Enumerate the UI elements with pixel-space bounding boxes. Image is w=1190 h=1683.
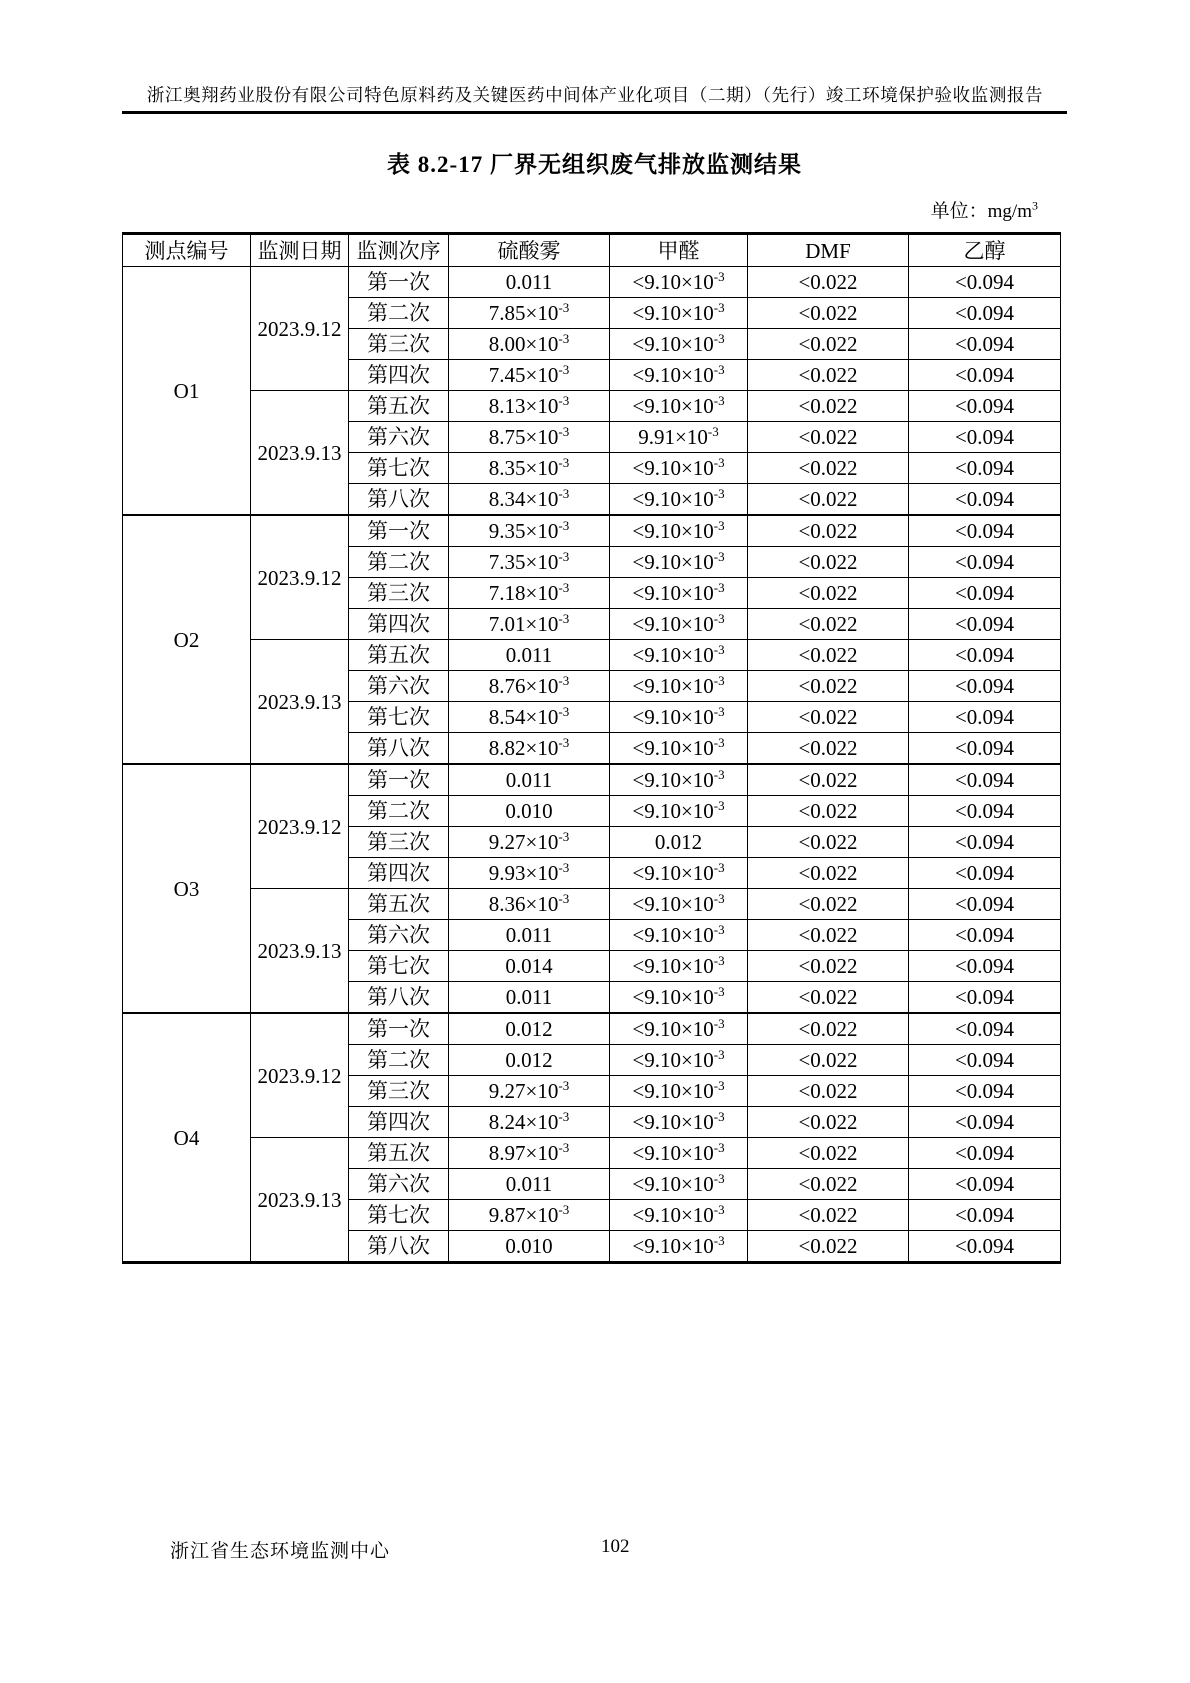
value-cell-sulfuric-acid-mist: $7.35\times 10^{-3}$ bbox=[449, 547, 610, 578]
value-cell-formaldehyde: 0.012 bbox=[610, 827, 748, 858]
table-row bbox=[123, 1138, 1061, 1169]
value-cell-ethanol: <0.094 bbox=[909, 1138, 1061, 1169]
sequence-cell: 第三次 bbox=[349, 827, 449, 858]
value-cell-ethanol: <0.094 bbox=[909, 796, 1061, 827]
value-cell-ethanol: <0.094 bbox=[909, 1076, 1061, 1107]
value-cell-sulfuric-acid-mist: $8.24\times 10^{-3}$ bbox=[449, 1107, 610, 1138]
value-cell-formaldehyde: $<9.10\times 10^{-3}$ bbox=[610, 920, 748, 951]
value-cell-dmf: <0.022 bbox=[748, 578, 909, 609]
sequence-cell: 第三次 bbox=[349, 329, 449, 360]
value-cell-dmf: <0.022 bbox=[748, 267, 909, 298]
date-cell: 2023.9.12 bbox=[251, 1013, 349, 1138]
value-cell-sulfuric-acid-mist: $8.34\times 10^{-3}$ bbox=[449, 484, 610, 516]
value-cell-sulfuric-acid-mist: 0.012 bbox=[449, 1013, 610, 1045]
value-cell-sulfuric-acid-mist: $8.13\times 10^{-3}$ bbox=[449, 391, 610, 422]
value-cell-dmf: <0.022 bbox=[748, 453, 909, 484]
col-header-dmf: DMF bbox=[748, 234, 909, 267]
value-cell-sulfuric-acid-mist: $9.27\times 10^{-3}$ bbox=[449, 827, 610, 858]
value-cell-sulfuric-acid-mist: $7.18\times 10^{-3}$ bbox=[449, 578, 610, 609]
value-cell-dmf: <0.022 bbox=[748, 640, 909, 671]
value-cell-sulfuric-acid-mist: 0.014 bbox=[449, 951, 610, 982]
table-row bbox=[123, 1013, 1061, 1045]
value-cell-dmf: <0.022 bbox=[748, 298, 909, 329]
value-cell-formaldehyde: $<9.10\times 10^{-3}$ bbox=[610, 1045, 748, 1076]
col-header-sulfuric-acid-mist: 硫酸雾 bbox=[449, 234, 610, 267]
value-cell-ethanol: <0.094 bbox=[909, 515, 1061, 547]
value-cell-formaldehyde: $<9.10\times 10^{-3}$ bbox=[610, 547, 748, 578]
value-cell-sulfuric-acid-mist: 0.011 bbox=[449, 1169, 610, 1200]
value-cell-sulfuric-acid-mist: $9.35\times 10^{-3}$ bbox=[449, 515, 610, 547]
value-cell-ethanol: <0.094 bbox=[909, 578, 1061, 609]
sequence-cell: 第三次 bbox=[349, 578, 449, 609]
sequence-cell: 第四次 bbox=[349, 360, 449, 391]
header-divider bbox=[122, 111, 1067, 114]
point-id-cell: O3 bbox=[123, 764, 251, 1013]
value-cell-dmf: <0.022 bbox=[748, 360, 909, 391]
value-cell-ethanol: <0.094 bbox=[909, 733, 1061, 765]
value-cell-formaldehyde: $<9.10\times 10^{-3}$ bbox=[610, 1013, 748, 1045]
sequence-cell: 第三次 bbox=[349, 1076, 449, 1107]
value-cell-ethanol: <0.094 bbox=[909, 360, 1061, 391]
value-cell-dmf: <0.022 bbox=[748, 858, 909, 889]
value-cell-ethanol: <0.094 bbox=[909, 1107, 1061, 1138]
sequence-cell: 第四次 bbox=[349, 609, 449, 640]
value-cell-sulfuric-acid-mist: 0.011 bbox=[449, 640, 610, 671]
value-cell-ethanol: <0.094 bbox=[909, 951, 1061, 982]
sequence-cell: 第一次 bbox=[349, 1013, 449, 1045]
value-cell-formaldehyde: $<9.10\times 10^{-3}$ bbox=[610, 1231, 748, 1263]
value-cell-ethanol: <0.094 bbox=[909, 1231, 1061, 1263]
value-cell-dmf: <0.022 bbox=[748, 1076, 909, 1107]
document-header-title: 浙江奥翔药业股份有限公司特色原料药及关键医药中间体产业化项目（二期）（先行）竣工环境保护验收监测报告 bbox=[146, 85, 1044, 105]
value-cell-formaldehyde: $<9.10\times 10^{-3}$ bbox=[610, 453, 748, 484]
table-row bbox=[123, 764, 1061, 796]
value-cell-dmf: <0.022 bbox=[748, 1200, 909, 1231]
value-cell-formaldehyde: $<9.10\times 10^{-3}$ bbox=[610, 796, 748, 827]
sequence-cell: 第七次 bbox=[349, 702, 449, 733]
value-cell-sulfuric-acid-mist: $9.93\times 10^{-3}$ bbox=[449, 858, 610, 889]
value-cell-sulfuric-acid-mist: $7.01\times 10^{-3}$ bbox=[449, 609, 610, 640]
value-cell-sulfuric-acid-mist: 0.010 bbox=[449, 1231, 610, 1263]
value-cell-formaldehyde: $<9.10\times 10^{-3}$ bbox=[610, 609, 748, 640]
date-cell: 2023.9.13 bbox=[251, 1138, 349, 1263]
sequence-cell: 第八次 bbox=[349, 733, 449, 765]
value-cell-formaldehyde: $9.91\times 10^{-3}$ bbox=[610, 422, 748, 453]
col-header-ethanol: 乙醇 bbox=[909, 234, 1061, 267]
value-cell-dmf: <0.022 bbox=[748, 609, 909, 640]
value-cell-formaldehyde: $<9.10\times 10^{-3}$ bbox=[610, 1169, 748, 1200]
value-cell-formaldehyde: $<9.10\times 10^{-3}$ bbox=[610, 267, 748, 298]
value-cell-dmf: <0.022 bbox=[748, 1169, 909, 1200]
value-cell-formaldehyde: $<9.10\times 10^{-3}$ bbox=[610, 484, 748, 516]
value-cell-ethanol: <0.094 bbox=[909, 422, 1061, 453]
value-cell-dmf: <0.022 bbox=[748, 827, 909, 858]
value-cell-sulfuric-acid-mist: $8.35\times 10^{-3}$ bbox=[449, 453, 610, 484]
date-cell: 2023.9.12 bbox=[251, 267, 349, 391]
value-cell-dmf: <0.022 bbox=[748, 951, 909, 982]
value-cell-dmf: <0.022 bbox=[748, 1138, 909, 1169]
value-cell-formaldehyde: $<9.10\times 10^{-3}$ bbox=[610, 702, 748, 733]
value-cell-ethanol: <0.094 bbox=[909, 858, 1061, 889]
table-header-row bbox=[123, 234, 1061, 267]
value-cell-formaldehyde: $<9.10\times 10^{-3}$ bbox=[610, 733, 748, 765]
table-body bbox=[123, 267, 1061, 1263]
page-number: 102 bbox=[601, 1536, 630, 1557]
date-cell: 2023.9.12 bbox=[251, 764, 349, 889]
table-title: 表 8.2-17 厂界无组织废气排放监测结果 bbox=[387, 152, 802, 177]
value-cell-sulfuric-acid-mist: $7.85\times 10^{-3}$ bbox=[449, 298, 610, 329]
value-cell-dmf: <0.022 bbox=[748, 1107, 909, 1138]
value-cell-formaldehyde: $<9.10\times 10^{-3}$ bbox=[610, 671, 748, 702]
sequence-cell: 第二次 bbox=[349, 796, 449, 827]
sequence-cell: 第六次 bbox=[349, 920, 449, 951]
sequence-cell: 第八次 bbox=[349, 982, 449, 1014]
sequence-cell: 第一次 bbox=[349, 515, 449, 547]
value-cell-formaldehyde: $<9.10\times 10^{-3}$ bbox=[610, 1107, 748, 1138]
value-cell-dmf: <0.022 bbox=[748, 391, 909, 422]
value-cell-ethanol: <0.094 bbox=[909, 764, 1061, 796]
sequence-cell: 第四次 bbox=[349, 858, 449, 889]
col-header-point-id: 测点编号 bbox=[123, 234, 251, 267]
value-cell-dmf: <0.022 bbox=[748, 764, 909, 796]
value-cell-sulfuric-acid-mist: $8.97\times 10^{-3}$ bbox=[449, 1138, 610, 1169]
value-cell-ethanol: <0.094 bbox=[909, 329, 1061, 360]
table-row bbox=[123, 640, 1061, 671]
value-cell-sulfuric-acid-mist: 0.011 bbox=[449, 267, 610, 298]
value-cell-dmf: <0.022 bbox=[748, 982, 909, 1014]
value-cell-dmf: <0.022 bbox=[748, 1013, 909, 1045]
value-cell-ethanol: <0.094 bbox=[909, 484, 1061, 516]
value-cell-formaldehyde: $<9.10\times 10^{-3}$ bbox=[610, 764, 748, 796]
value-cell-dmf: <0.022 bbox=[748, 733, 909, 765]
value-cell-sulfuric-acid-mist: $8.54\times 10^{-3}$ bbox=[449, 702, 610, 733]
sequence-cell: 第六次 bbox=[349, 1169, 449, 1200]
value-cell-formaldehyde: $<9.10\times 10^{-3}$ bbox=[610, 889, 748, 920]
value-cell-sulfuric-acid-mist: 0.012 bbox=[449, 1045, 610, 1076]
col-header-formaldehyde: 甲醛 bbox=[610, 234, 748, 267]
value-cell-sulfuric-acid-mist: $9.87\times 10^{-3}$ bbox=[449, 1200, 610, 1231]
value-cell-formaldehyde: $<9.10\times 10^{-3}$ bbox=[610, 982, 748, 1014]
value-cell-ethanol: <0.094 bbox=[909, 1045, 1061, 1076]
sequence-cell: 第二次 bbox=[349, 298, 449, 329]
table-row bbox=[123, 889, 1061, 920]
value-cell-ethanol: <0.094 bbox=[909, 827, 1061, 858]
value-cell-formaldehyde: $<9.10\times 10^{-3}$ bbox=[610, 1200, 748, 1231]
value-cell-ethanol: <0.094 bbox=[909, 640, 1061, 671]
sequence-cell: 第一次 bbox=[349, 764, 449, 796]
sequence-cell: 第五次 bbox=[349, 391, 449, 422]
value-cell-formaldehyde: $<9.10\times 10^{-3}$ bbox=[610, 640, 748, 671]
value-cell-sulfuric-acid-mist: 0.011 bbox=[449, 920, 610, 951]
footer-organization: 浙江省生态环境监测中心 bbox=[170, 1541, 391, 1562]
value-cell-dmf: <0.022 bbox=[748, 796, 909, 827]
monitoring-results-table bbox=[122, 232, 1061, 1264]
value-cell-formaldehyde: $<9.10\times 10^{-3}$ bbox=[610, 360, 748, 391]
value-cell-sulfuric-acid-mist: $7.45\times 10^{-3}$ bbox=[449, 360, 610, 391]
sequence-cell: 第六次 bbox=[349, 671, 449, 702]
sequence-cell: 第二次 bbox=[349, 547, 449, 578]
date-cell: 2023.9.13 bbox=[251, 889, 349, 1014]
value-cell-dmf: <0.022 bbox=[748, 702, 909, 733]
value-cell-dmf: <0.022 bbox=[748, 422, 909, 453]
sequence-cell: 第五次 bbox=[349, 640, 449, 671]
value-cell-formaldehyde: $<9.10\times 10^{-3}$ bbox=[610, 1138, 748, 1169]
sequence-cell: 第七次 bbox=[349, 1200, 449, 1231]
point-id-cell: O2 bbox=[123, 515, 251, 764]
value-cell-sulfuric-acid-mist: $8.76\times 10^{-3}$ bbox=[449, 671, 610, 702]
point-id-cell: O4 bbox=[123, 1013, 251, 1263]
unit-label: 单位：$mg/m^3$ bbox=[930, 198, 1038, 222]
sequence-cell: 第八次 bbox=[349, 1231, 449, 1263]
value-cell-sulfuric-acid-mist: 0.010 bbox=[449, 796, 610, 827]
date-cell: 2023.9.13 bbox=[251, 640, 349, 765]
value-cell-sulfuric-acid-mist: $8.36\times 10^{-3}$ bbox=[449, 889, 610, 920]
value-cell-dmf: <0.022 bbox=[748, 671, 909, 702]
value-cell-ethanol: <0.094 bbox=[909, 609, 1061, 640]
value-cell-ethanol: <0.094 bbox=[909, 267, 1061, 298]
value-cell-formaldehyde: $<9.10\times 10^{-3}$ bbox=[610, 858, 748, 889]
date-cell: 2023.9.13 bbox=[251, 391, 349, 516]
col-header-monitor-date: 监测日期 bbox=[251, 234, 349, 267]
value-cell-dmf: <0.022 bbox=[748, 920, 909, 951]
point-id-cell: O1 bbox=[123, 267, 251, 516]
sequence-cell: 第一次 bbox=[349, 267, 449, 298]
value-cell-dmf: <0.022 bbox=[748, 484, 909, 516]
value-cell-sulfuric-acid-mist: $8.82\times 10^{-3}$ bbox=[449, 733, 610, 765]
value-cell-ethanol: <0.094 bbox=[909, 982, 1061, 1014]
value-cell-ethanol: <0.094 bbox=[909, 298, 1061, 329]
value-cell-sulfuric-acid-mist: $8.75\times 10^{-3}$ bbox=[449, 422, 610, 453]
table-row bbox=[123, 515, 1061, 547]
value-cell-ethanol: <0.094 bbox=[909, 702, 1061, 733]
value-cell-formaldehyde: $<9.10\times 10^{-3}$ bbox=[610, 391, 748, 422]
value-cell-dmf: <0.022 bbox=[748, 1045, 909, 1076]
date-cell: 2023.9.12 bbox=[251, 515, 349, 640]
value-cell-sulfuric-acid-mist: 0.011 bbox=[449, 982, 610, 1014]
value-cell-ethanol: <0.094 bbox=[909, 671, 1061, 702]
sequence-cell: 第六次 bbox=[349, 422, 449, 453]
value-cell-dmf: <0.022 bbox=[748, 329, 909, 360]
value-cell-formaldehyde: $<9.10\times 10^{-3}$ bbox=[610, 951, 748, 982]
value-cell-ethanol: <0.094 bbox=[909, 547, 1061, 578]
sequence-cell: 第八次 bbox=[349, 484, 449, 516]
table-row bbox=[123, 267, 1061, 298]
value-cell-formaldehyde: $<9.10\times 10^{-3}$ bbox=[610, 578, 748, 609]
value-cell-formaldehyde: $<9.10\times 10^{-3}$ bbox=[610, 298, 748, 329]
value-cell-formaldehyde: $<9.10\times 10^{-3}$ bbox=[610, 1076, 748, 1107]
table-row bbox=[123, 391, 1061, 422]
value-cell-sulfuric-acid-mist: $8.00\times 10^{-3}$ bbox=[449, 329, 610, 360]
sequence-cell: 第七次 bbox=[349, 453, 449, 484]
sequence-cell: 第四次 bbox=[349, 1107, 449, 1138]
value-cell-formaldehyde: $<9.10\times 10^{-3}$ bbox=[610, 329, 748, 360]
value-cell-ethanol: <0.094 bbox=[909, 453, 1061, 484]
value-cell-dmf: <0.022 bbox=[748, 1231, 909, 1263]
value-cell-dmf: <0.022 bbox=[748, 547, 909, 578]
col-header-monitor-sequence: 监测次序 bbox=[349, 234, 449, 267]
value-cell-sulfuric-acid-mist: 0.011 bbox=[449, 764, 610, 796]
sequence-cell: 第五次 bbox=[349, 889, 449, 920]
value-cell-dmf: <0.022 bbox=[748, 889, 909, 920]
value-cell-sulfuric-acid-mist: $9.27\times 10^{-3}$ bbox=[449, 1076, 610, 1107]
value-cell-dmf: <0.022 bbox=[748, 515, 909, 547]
value-cell-ethanol: <0.094 bbox=[909, 1013, 1061, 1045]
value-cell-ethanol: <0.094 bbox=[909, 391, 1061, 422]
value-cell-ethanol: <0.094 bbox=[909, 1169, 1061, 1200]
value-cell-formaldehyde: $<9.10\times 10^{-3}$ bbox=[610, 515, 748, 547]
value-cell-ethanol: <0.094 bbox=[909, 889, 1061, 920]
sequence-cell: 第二次 bbox=[349, 1045, 449, 1076]
sequence-cell: 第七次 bbox=[349, 951, 449, 982]
sequence-cell: 第五次 bbox=[349, 1138, 449, 1169]
value-cell-ethanol: <0.094 bbox=[909, 1200, 1061, 1231]
value-cell-ethanol: <0.094 bbox=[909, 920, 1061, 951]
